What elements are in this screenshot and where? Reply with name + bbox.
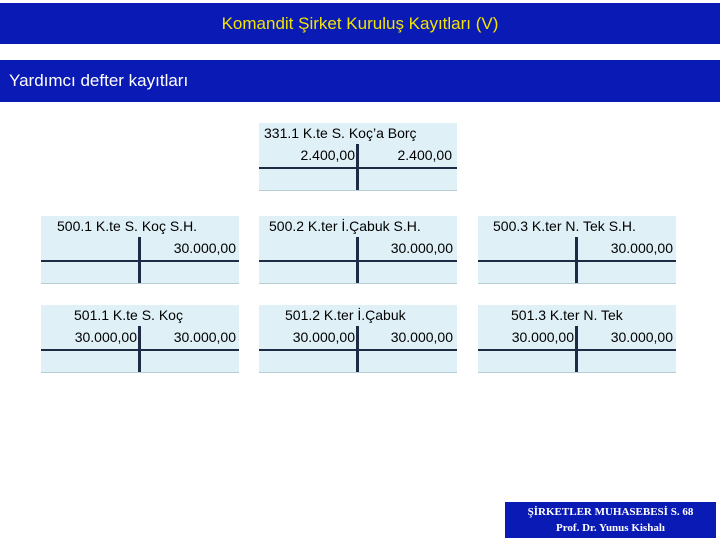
t-account-500-2 <box>259 216 457 283</box>
credit-value: 30.000,00 <box>173 240 236 256</box>
credit-value: 30.000,00 <box>610 329 673 345</box>
t-account-500-1 <box>41 216 239 283</box>
footer-course: ŞİRKETLER MUHASEBESİ S. 68 <box>527 506 694 518</box>
debit-value: 30.000,00 <box>511 329 574 345</box>
credit-value: 2.400,00 <box>397 147 452 163</box>
footer-author: Prof. Dr. Yunus Kishalı <box>556 522 665 534</box>
credit-value: 30.000,00 <box>390 240 453 256</box>
page-title: Komandit Şirket Kuruluş Kayıtları (V) <box>221 13 499 33</box>
debit-value: 2.400,00 <box>300 147 355 163</box>
footer-badge <box>505 502 716 538</box>
credit-value: 30.000,00 <box>390 329 453 345</box>
account-name: 500.1 K.te S. Koç S.H. <box>57 218 198 234</box>
account-name: 500.2 K.ter İ.Çabuk S.H. <box>269 218 421 234</box>
account-name: 501.2 K.ter İ.Çabuk <box>285 307 406 323</box>
section-bar <box>0 60 720 102</box>
account-name: 331.1 K.te S. Koç’a Borç <box>264 125 417 141</box>
credit-value: 30.000,00 <box>610 240 673 256</box>
t-account-501-2 <box>259 305 457 372</box>
account-name: 500.3 K.ter N. Tek S.H. <box>493 218 636 234</box>
t-account-500-3 <box>478 216 676 283</box>
credit-value: 30.000,00 <box>173 329 236 345</box>
section-title: Yardımcı defter kayıtları <box>9 71 189 90</box>
title-bar <box>0 3 720 44</box>
t-account-331-1 <box>259 123 457 190</box>
account-name: 501.1 K.te S. Koç <box>74 307 183 323</box>
account-name: 501.3 K.ter N. Tek <box>511 307 623 323</box>
debit-value: 30.000,00 <box>292 329 355 345</box>
t-account-501-1 <box>41 305 239 372</box>
t-account-501-3 <box>478 305 676 372</box>
debit-value: 30.000,00 <box>74 329 137 345</box>
